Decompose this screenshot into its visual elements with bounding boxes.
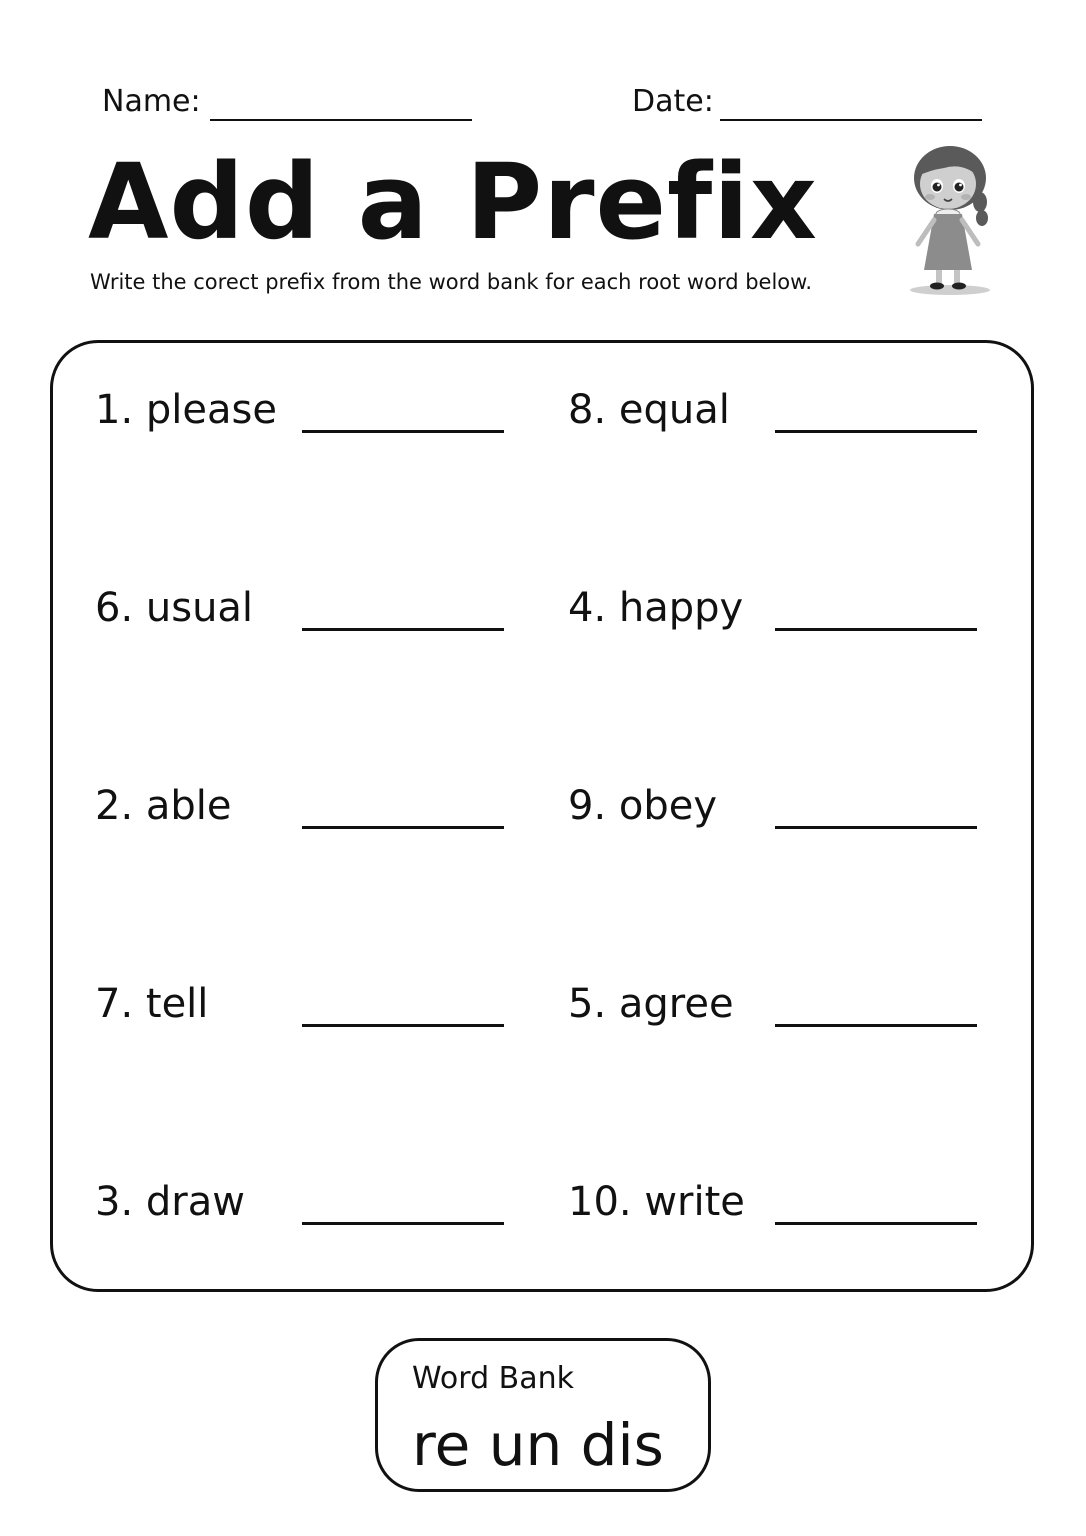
date-field xyxy=(632,84,714,119)
girl-character-icon xyxy=(900,140,1000,300)
exercise-item-able: 2. able xyxy=(95,783,232,829)
worksheet-title: Add a Prefix xyxy=(88,141,818,263)
exercise-item-equal: 8. equal xyxy=(568,387,730,433)
word-bank-words: re un dis xyxy=(412,1411,664,1479)
exercise-item-happy: 4. happy xyxy=(568,585,744,631)
answer-blank-write[interactable] xyxy=(775,1222,977,1225)
date-label: Date: xyxy=(632,84,714,119)
answer-blank-draw[interactable] xyxy=(302,1222,504,1225)
name-label: Name: xyxy=(102,84,201,119)
word-bank-box xyxy=(375,1338,711,1492)
answer-blank-happy[interactable] xyxy=(775,628,977,631)
word-bank-title: Word Bank xyxy=(412,1361,574,1396)
instructions-text: Write the corect prefix from the word bank for each root word below. xyxy=(90,270,813,294)
answer-blank-obey[interactable] xyxy=(775,826,977,829)
answer-blank-able[interactable] xyxy=(302,826,504,829)
exercise-item-tell: 7. tell xyxy=(95,981,209,1027)
exercise-item-draw: 3. draw xyxy=(95,1179,245,1225)
date-input-line[interactable] xyxy=(720,119,982,121)
name-input-line[interactable] xyxy=(210,119,472,121)
exercise-item-usual: 6. usual xyxy=(95,585,254,631)
answer-blank-please[interactable] xyxy=(302,430,504,433)
answer-blank-agree[interactable] xyxy=(775,1024,977,1027)
answer-blank-usual[interactable] xyxy=(302,628,504,631)
answer-blank-tell[interactable] xyxy=(302,1024,504,1027)
exercise-item-agree: 5. agree xyxy=(568,981,734,1027)
exercise-item-obey: 9. obey xyxy=(568,783,718,829)
exercise-item-write: 10. write xyxy=(568,1179,745,1225)
name-field xyxy=(102,84,201,119)
answer-blank-equal[interactable] xyxy=(775,430,977,433)
exercise-item-please: 1. please xyxy=(95,387,277,433)
